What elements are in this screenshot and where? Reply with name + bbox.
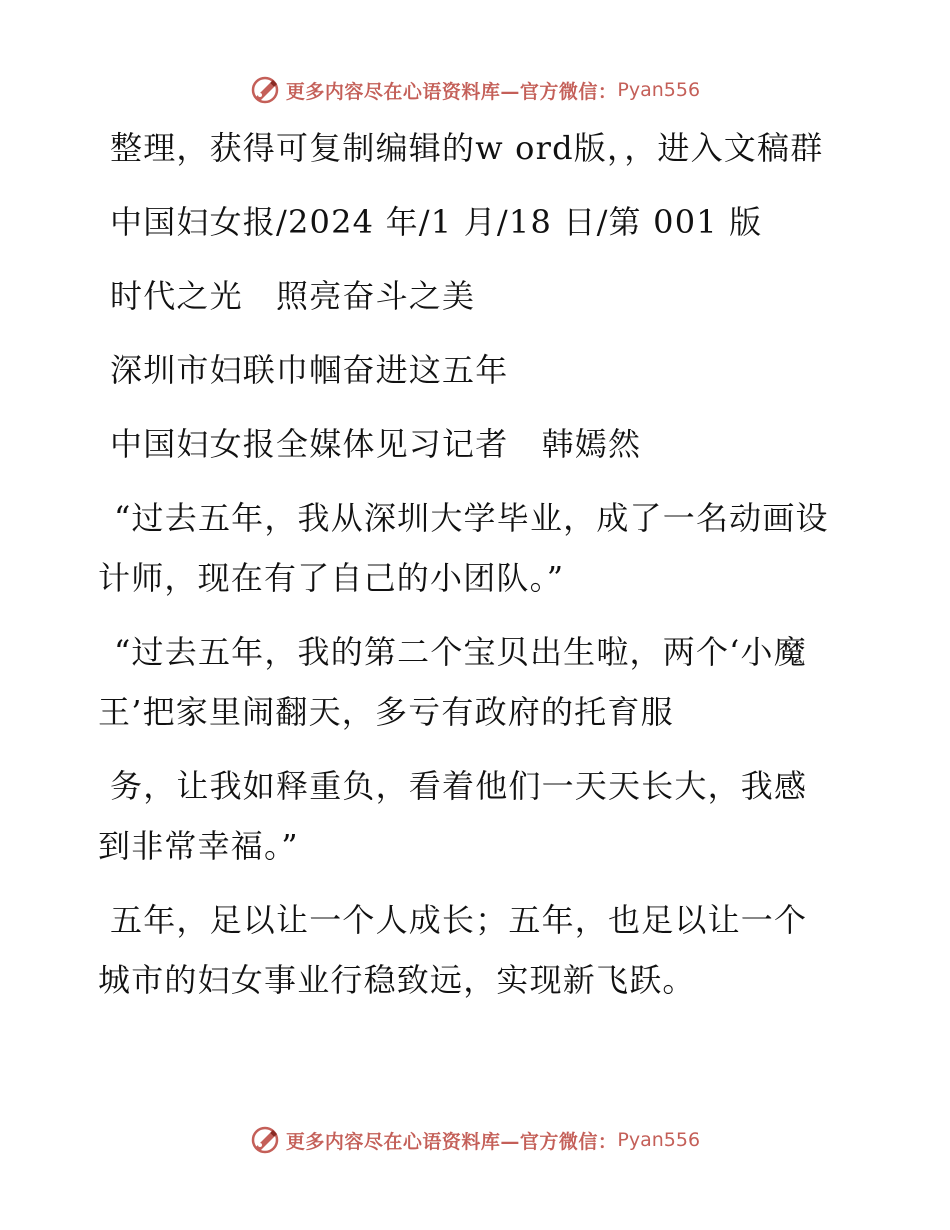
body-paragraph: 五年，足以让一个人成长；五年，也足以让一个城市的妇女事业行稳致远，实现新飞跃。 [98,901,808,999]
headline: 时代之光 照亮奋斗之美 [110,277,476,315]
pen-seal-icon [250,1125,280,1155]
subheadline: 深圳市妇联巾帼奋进这五年 [110,351,509,389]
quote-paragraph-2: “过去五年，我的第二个宝贝出生啦，两个‘小魔王’把家里闹翻天，多亏有政府的托育服 [98,633,807,731]
quote-paragraph-2-continued: 务，让我如释重负，看着他们一天天长大，我感到非常幸福。” [98,767,808,865]
source-line: 中国妇女报/2024 年/1 月/18 日/第 001 版 [110,203,763,241]
header-banner-wechat: Pyan556 [617,79,701,101]
footer-banner [0,1120,950,1160]
quote-paragraph-1: “过去五年，我从深圳大学毕业，成了一名动画设计师，现在有了自己的小团队。” [98,499,829,597]
footer-banner-wechat: Pyan556 [617,1129,701,1151]
byline: 中国妇女报全媒体见习记者 韩嫣然 [110,425,642,463]
document-body [98,118,838,1024]
pen-seal-icon [250,75,280,105]
header-banner-text: 更多内容尽在心语资料库—官方微信： [285,80,618,103]
intro-paragraph: 整理，获得可复制编辑的w ord版，，进入文稿群 [110,129,824,167]
header-banner [0,70,950,110]
footer-banner-text: 更多内容尽在心语资料库—官方微信： [285,1130,618,1153]
